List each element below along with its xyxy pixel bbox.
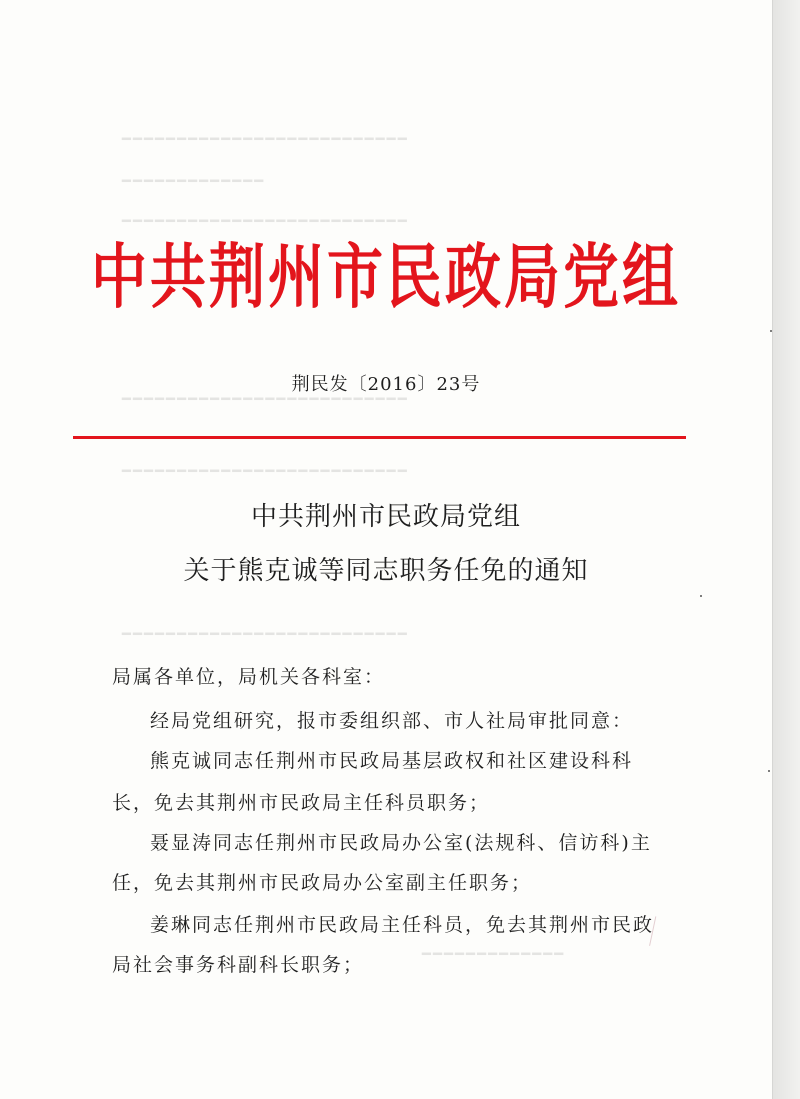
body-line: 任，免去其荆州市民政局办公室副主任职务； (112, 872, 533, 894)
body-line: 聂显涛同志任荆州市民政局办公室(法规科、信访科)主 (150, 832, 652, 854)
notice-title-line-2: 关于熊克诚等同志职务任免的通知 (183, 556, 589, 586)
scan-speck (700, 595, 702, 597)
bleed-through-decoration: ━━━━━━━━━━━━━ (420, 945, 564, 963)
bleed-through-decoration: ━━━━━━━━━━━━━━━━━━━━━━━━━━ (120, 390, 407, 408)
body-line: 熊克诚同志任荆州市民政局基层政权和社区建设科科 (150, 750, 634, 772)
body-line: 姜琳同志任荆州市民政局主任科员，免去其荆州市民政 (150, 914, 655, 936)
document-number: 荆民发〔2016〕23号 (291, 374, 481, 395)
body-line: 局社会事务科副科长职务； (112, 954, 365, 976)
red-divider-line (73, 436, 686, 439)
bleed-through-decoration: ━━━━━━━━━━━━━━━━━━━━━━━━━━ (120, 625, 407, 643)
page-edge-shadow (772, 0, 800, 1099)
notice-title-line-1: 中共荆州市民政局党组 (250, 502, 521, 532)
bleed-through-decoration: ━━━━━━━━━━━━━━━━━━━━━━━━━━ (120, 130, 407, 148)
bleed-through-decoration: ━━━━━━━━━━━━━ (120, 172, 264, 190)
salutation: 局属各单位，局机关各科室： (112, 666, 386, 688)
masthead-title: 中共荆州市民政局党组 (91, 237, 681, 319)
bleed-through-decoration: ━━━━━━━━━━━━━━━━━━━━━━━━━━ (120, 212, 407, 230)
scan-speck (768, 770, 770, 772)
bleed-through-decoration: ━━━━━━━━━━━━━━━━━━━━━━━━━━ (120, 462, 407, 480)
body-line: 长，免去其荆州市民政局主任科员职务； (112, 792, 491, 814)
body-line: 经局党组研究，报市委组织部、市人社局审批同意： (150, 710, 634, 732)
